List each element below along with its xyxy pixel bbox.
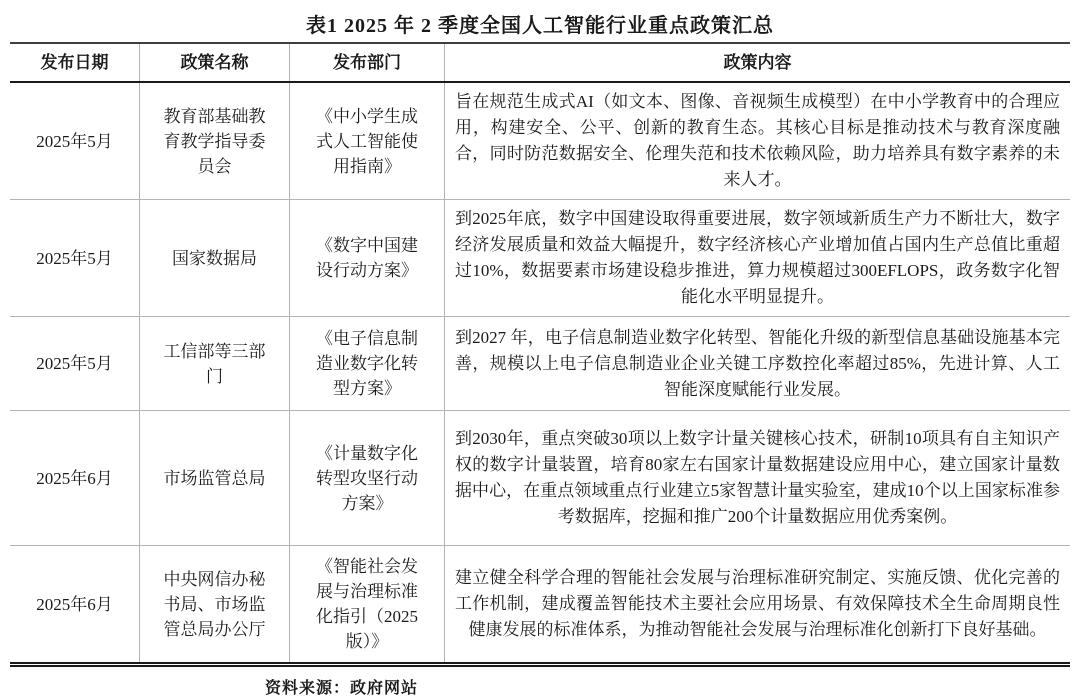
cell-publish-dept: 《中小学生成式人工智能使用指南》: [290, 83, 445, 199]
cell-policy-content: 建立健全科学合理的智能社会发展与治理标准研究制定、实施反馈、优化完善的工作机制，建成覆盖智能技术主要社会应用场景、有效保障技术全生命周期良性健康发展的标准体系，为推动智能社会发展与治理标准化创新打下良好基础。: [455, 568, 1060, 639]
cell-policy-name: 教育部基础教育教学指导委员会: [140, 83, 290, 199]
table-row: [10, 317, 1070, 411]
header-publish-date: 发布日期: [10, 44, 140, 81]
table-row: [10, 83, 1070, 200]
cell-policy-content: 到2027 年，电子信息制造业数字化转型、智能化升级的新型信息基础设施基本完善，规模以上电子信息制造业企业关键工序数控化率超过85%，先进计算、人工智能深度赋能行业发展。: [455, 327, 1060, 399]
table-row: [10, 411, 1070, 546]
cell-publish-dept: 《计量数字化转型攻坚行动方案》: [290, 411, 445, 545]
cell-publish-date: 2025年5月: [10, 200, 140, 316]
cell-policy-content: 旨在规范生成式AI（如文本、图像、音视频生成模型）在中小学教育中的合理应用，构建安全、公平、创新的教育生态。其核心目标是推动技术与教育深度融合，同时防范数据安全、伦理失范和技术依赖风险，助力培养具有数字素养的未来人才。: [455, 92, 1060, 189]
table-header-row: [10, 44, 1070, 83]
cell-publish-dept: 《数字中国建设行动方案》: [290, 200, 445, 316]
header-policy-content: 政策内容: [723, 53, 792, 72]
policy-table: [10, 42, 1070, 667]
table-row: [10, 546, 1070, 662]
header-publish-dept: 发布部门: [290, 44, 445, 81]
table-title: 表1 2025 年 2 季度全国人工智能行业重点政策汇总: [306, 15, 774, 37]
cell-publish-date: 2025年6月: [10, 411, 140, 545]
cell-publish-date: 2025年5月: [10, 83, 140, 199]
cell-publish-dept: 《智能社会发展与治理标准化指引（2025版）》: [290, 546, 445, 662]
cell-policy-content: 到2025年底，数字中国建设取得重要进展，数字领域新质生产力不断壮大，数字经济发展质量和效益大幅提升，数字经济核心产业增加值占国内生产总值比重超过10%，数据要素市场建设稳步推进，算力规模超过300EFLOPS，政务数字化智能化水平明显提升。: [455, 209, 1060, 306]
header-policy-name: 政策名称: [140, 44, 290, 81]
cell-policy-name: 国家数据局: [140, 200, 290, 316]
cell-publish-date: 2025年5月: [10, 317, 140, 410]
cell-publish-dept: 《电子信息制造业数字化转型方案》: [290, 317, 445, 410]
cell-policy-name: 工信部等三部门: [140, 317, 290, 410]
cell-publish-date: 2025年6月: [10, 546, 140, 662]
table-row: [10, 200, 1070, 317]
source-note: 资料来源：政府网站: [265, 680, 419, 697]
cell-policy-content: 到2030年，重点突破30项以上数字计量关键核心技术，研制10项具有自主知识产权的数字计量装置，培育80家左右国家计量数据建设应用中心，建立国家计量数据中心，在重点领域重点行业建立5家智慧计量实验室，建成10个以上国家标准参考数据库，挖掘和推广200个计量数据应用优秀案例。: [455, 429, 1060, 526]
cell-policy-name: 市场监管总局: [140, 411, 290, 545]
cell-policy-name: 中央网信办秘书局、市场监管总局办公厅: [140, 546, 290, 662]
